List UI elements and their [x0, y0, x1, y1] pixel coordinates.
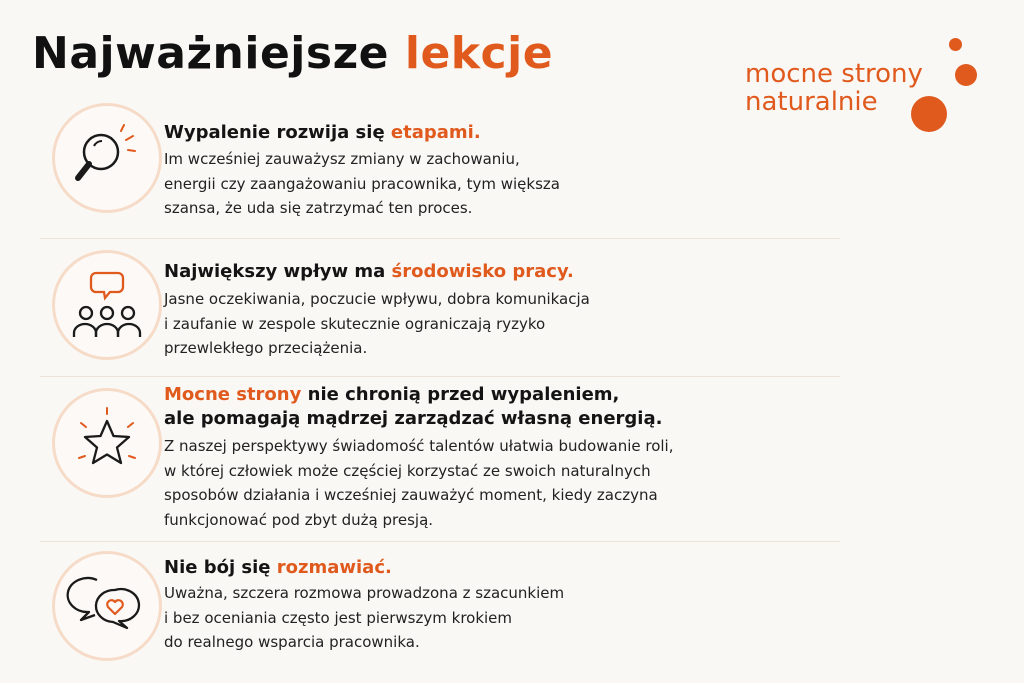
- section-3-body: [164, 434, 673, 532]
- speech-bubbles-icon-circle: [52, 551, 162, 661]
- star-icon-circle: [52, 388, 162, 498]
- magnifier-icon: [67, 118, 147, 198]
- title-accent: lekcje: [404, 28, 554, 79]
- divider-1: [40, 238, 840, 239]
- section-3-line-3: sposobów działania i wcześniej zauważyć moment, kiedy zaczyna: [164, 486, 658, 504]
- section-1-line-1: Im wcześniej zauważysz zmiany w zachowaniu,: [164, 150, 520, 168]
- divider-3: [40, 541, 840, 542]
- section-1-heading-accent: etapami.: [390, 122, 481, 143]
- section-3-heading-line-2: ale pomagają mądrzej zarządzać własną energią.: [164, 408, 663, 429]
- logo-dot-large: [911, 96, 947, 132]
- section-3-line-2: w której człowiek może częściej korzystać ze swoich naturalnych: [164, 461, 651, 480]
- page-title: [32, 28, 553, 79]
- brand-logo: [745, 36, 985, 136]
- section-3-heading: [164, 383, 662, 431]
- divider-2: [40, 376, 840, 377]
- section-3-line-4: funkcjonować pod zbyt dużą presją.: [164, 510, 434, 529]
- section-2-body: [164, 287, 590, 361]
- section-3-heading-text: nie chronią przed wypaleniem,: [301, 384, 620, 405]
- section-2-line-1: Jasne oczekiwania, poczucie wpływu, dobra komunikacja: [164, 290, 590, 308]
- logo-line-2: naturalnie: [745, 87, 878, 117]
- section-2-line-2: i zaufanie w zespole skutecznie ograniczają ryzyko: [164, 314, 546, 333]
- section-4-heading-accent: rozmawiać.: [276, 557, 392, 578]
- section-1-heading-text: Wypalenie rozwija się: [164, 122, 391, 143]
- section-3-heading-accent: Mocne strony: [164, 384, 302, 405]
- section-2-heading-accent: środowisko pracy.: [391, 261, 574, 282]
- section-4-line-2: i bez oceniania często jest pierwszym krokiem: [164, 608, 513, 627]
- section-4-heading-text: Nie bój się: [164, 557, 277, 578]
- section-4-line-3: do realnego wsparcia pracownika.: [164, 633, 420, 651]
- section-4-line-1: Uważna, szczera rozmowa prowadzona z szacunkiem: [164, 584, 565, 602]
- star-icon: [67, 403, 147, 483]
- section-4-heading: [164, 556, 392, 580]
- speech-bubbles-heart-icon: [65, 566, 149, 646]
- team-chat-icon: [64, 265, 150, 345]
- section-2-heading-text: Największy wpływ ma: [164, 261, 392, 282]
- section-2-heading: [164, 260, 574, 284]
- section-1-line-3: szansa, że uda się zatrzymać ten proces.: [164, 199, 473, 217]
- logo-dot-medium: [955, 64, 977, 86]
- section-1-body: [164, 147, 560, 221]
- section-4-body: [164, 581, 564, 655]
- title-main: Najważniejsze: [32, 28, 390, 79]
- magnifier-icon-circle: [52, 103, 162, 213]
- section-2-line-3: przewlekłego przeciążenia.: [164, 339, 368, 357]
- logo-dot-small: [949, 38, 962, 51]
- section-1-heading: [164, 121, 481, 145]
- section-1-line-2: energii czy zaangażowaniu pracownika, tym większa: [164, 174, 560, 193]
- logo-line-1: mocne strony: [745, 59, 923, 89]
- section-3-line-1: Z naszej perspektywy świadomość talentów ułatwia budowanie roli,: [164, 437, 674, 455]
- team-chat-icon-circle: [52, 250, 162, 360]
